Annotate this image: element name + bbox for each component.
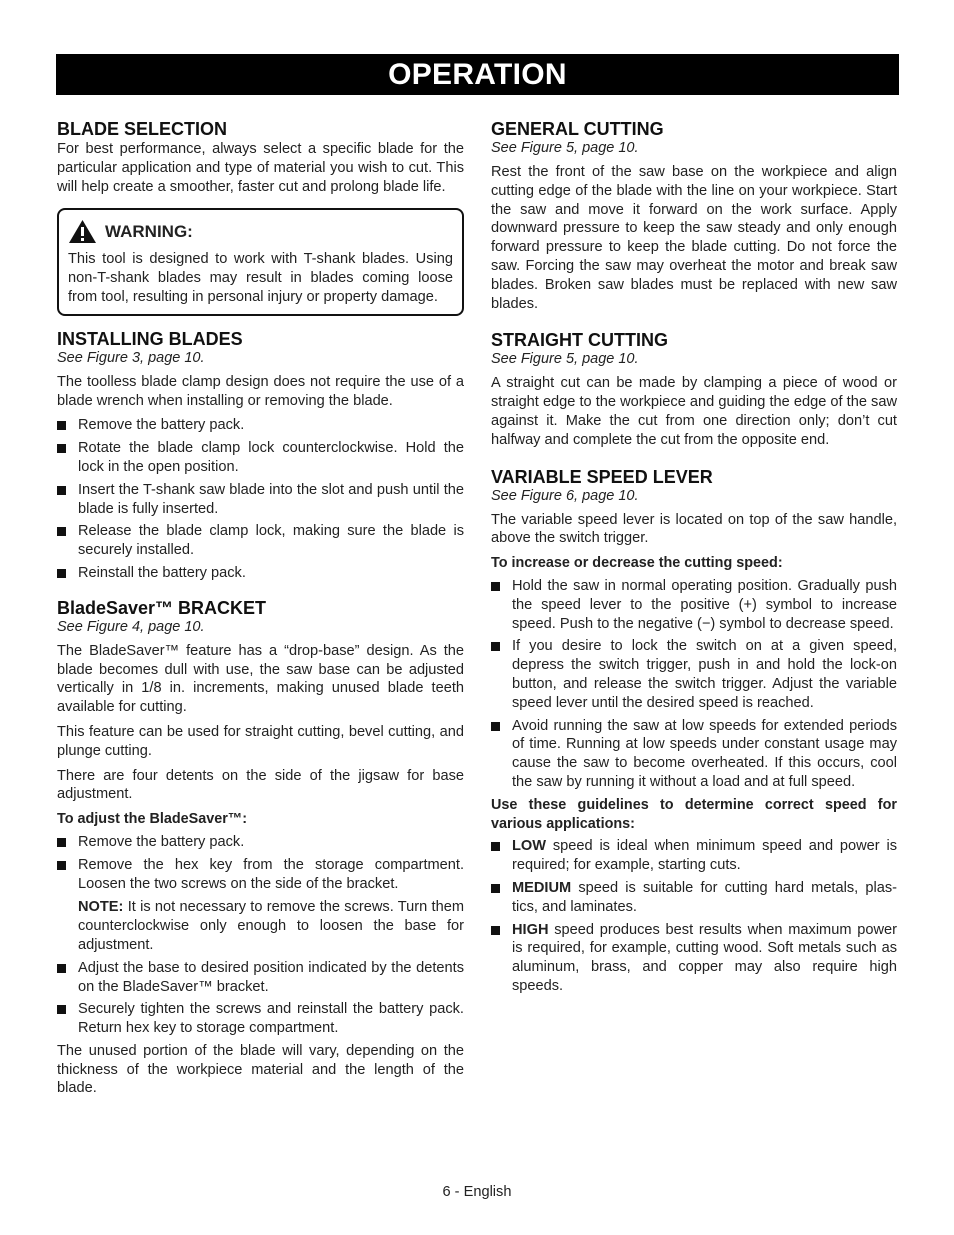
blade-selection-body: For best performance, always select a specific blade for the particular application and type of material you wish to cut. This will help create a smoother, faster cut and prolong blade life. (57, 141, 464, 195)
installing-figure-ref: See Figure 3, page 10. (57, 349, 205, 366)
list-item: Hold the saw in normal operating position. Gradually push the speed lever to the positive (+) symbol to increase speed. Push to the negative (−) symbol to decrease speed. (491, 577, 897, 633)
straight-cutting-heading: STRAIGHT CUTTING (491, 330, 668, 351)
bladesaver-body-2: This feature can be used for straight cutting, bevel cutting, and plunge cutting. (57, 723, 464, 759)
bullet-square-icon (491, 842, 500, 851)
blade-selection-section (57, 118, 464, 196)
bullet-square-icon (57, 527, 66, 536)
bladesaver-body-3: There are four detents on the side of the jigsaw for base adjustment. (57, 767, 464, 803)
warning-header (68, 219, 453, 244)
bladesaver-body-1: The BladeSaver™ feature has a “drop-base” design. As the blade becomes dull with use, the saw base can be adjusted vertically in 1/8 in. increments, making unused blade teeth available for cutting. (57, 642, 464, 716)
bladesaver-section (57, 597, 464, 1099)
installing-blades-section (57, 328, 464, 583)
bullet-square-icon (491, 722, 500, 731)
straight-figure-ref: See Figure 5, page 10. (491, 351, 639, 368)
bladesaver-steps-list (57, 833, 464, 1038)
bullet-square-icon (57, 964, 66, 973)
bladesaver-subheading: To adjust the BladeSaver™: (57, 811, 248, 828)
speed-guidelines-subheading: Use these guidelines to determine correct speed for various applications: (491, 796, 897, 832)
list-item: Adjust the base to desired position indicated by the detents on the BladeSaver™ bracket. (57, 959, 464, 997)
straight-cutting-section (491, 329, 897, 449)
right-column (491, 118, 897, 1000)
bladesaver-body-4: The unused portion of the blade will vary, depending on the thickness of the workpiece material and the length of the blade. (57, 1042, 464, 1097)
bladesaver-figure-ref: See Figure 4, page 10. (57, 618, 205, 635)
general-cutting-body: Rest the front of the saw base on the workpiece and align cutting edge of the blade with the line on your workpiece. Start the saw and move it forward on the work surface. Apply downward pressure to keep the saw steady and only enough forward pressure to keep the blade cutting. Do not force the saw. Forcing the saw may overheat the motor and break saw blades. Broken saw blades must be replaced with new saw blades. (491, 164, 897, 312)
list-item: Rotate the blade clamp lock counterclockwise. Hold the lock in the open position. (57, 439, 464, 477)
speed-adjust-subheading: To increase or decrease the cutting speed: (491, 555, 783, 572)
warning-body: This tool is designed to work with T-shank blades. Using non-T-shank blades may result in blades coming loose from tool, resulting in personal injury or property damage. (68, 251, 453, 305)
list-item: If you desire to lock the switch on at a given speed, depress the switch trigger, push in and hold the lock-on button, and release the switch trigger. Adjust the variable speed lever until the desired speed is reached. (491, 637, 897, 712)
bullet-square-icon (491, 884, 500, 893)
bullet-square-icon (57, 861, 66, 870)
bladesaver-heading: BladeSaver™ BRACKET (57, 597, 267, 618)
general-cutting-section (491, 118, 897, 313)
list-item: Remove the battery pack. (57, 416, 464, 435)
list-item: Avoid running the saw at low speeds for extended periods of time. Running at low speeds under constant usage may cause the saw to become overheated. If this occurs, cool the saw by running it without a load and at full speed. (491, 717, 897, 792)
list-item: LOW speed is ideal when minimum speed and power is required; for example, starting cuts. (491, 837, 897, 875)
installing-steps-list (57, 416, 464, 582)
bullet-square-icon (491, 642, 500, 651)
bullet-square-icon (491, 926, 500, 935)
variable-speed-section (491, 466, 897, 996)
variable-speed-heading: VARIABLE SPEED LEVER (491, 466, 713, 487)
list-item: Securely tighten the screws and reinstall the battery pack. Return hex key to storage compartment. (57, 1000, 464, 1038)
note-text: NOTE: It is not necessary to remove the screws. Turn them counterclockwise only enough to loosen the base for adjustment. (78, 899, 464, 953)
speed-levels-list (491, 837, 897, 995)
general-cutting-heading: GENERAL CUTTING (491, 119, 664, 139)
speed-steps-list (491, 577, 897, 792)
warning-title: WARNING: (105, 221, 193, 241)
bullet-square-icon (57, 569, 66, 578)
bullet-square-icon (491, 582, 500, 591)
bullet-square-icon (57, 1005, 66, 1014)
list-item: Reinstall the battery pack. (57, 564, 464, 583)
list-item: MEDIUM speed is suitable for cutting hard metals, plas-tics, and laminates. (491, 879, 897, 917)
warning-box (57, 208, 464, 315)
list-item: Remove the battery pack. (57, 833, 464, 852)
left-column (57, 118, 464, 1104)
bullet-square-icon (57, 444, 66, 453)
list-item: HIGH speed produces best results when maximum power is required, for example, cutting wood. Soft metals such as aluminum, brass, and copper may also require high speeds. (491, 921, 897, 996)
installing-blades-heading: INSTALLING BLADES (57, 328, 243, 349)
bullet-square-icon (57, 421, 66, 430)
page-footer: 6 - English (442, 1184, 512, 1200)
straight-cutting-body: A straight cut can be made by clamping a piece of wood or straight edge to the workpiece and guiding the edge of the saw against it. Make the cut from one direction only; don’t cut halfway and complete the cut from the opposite end. (491, 375, 897, 448)
bullet-square-icon (57, 486, 66, 495)
page-title-banner: OPERATION (56, 54, 899, 95)
list-item: Remove the hex key from the storage compartment. Loosen the two screws on the side of the bracket. NOTE: It is not necessary to remove the screws. Turn them counterclockwise only enough to loosen the base for adjustment. (57, 856, 464, 955)
bullet-square-icon (57, 838, 66, 847)
installing-body: The toolless blade clamp design does not require the use of a blade wrench when installing or removing the blade. (57, 373, 464, 409)
list-item: Release the blade clamp lock, making sure the blade is securely installed. (57, 522, 464, 560)
warning-triangle-icon (68, 219, 97, 244)
blade-selection-heading: BLADE SELECTION (57, 119, 228, 139)
general-figure-ref: See Figure 5, page 10. (491, 140, 639, 156)
variable-figure-ref: See Figure 6, page 10. (491, 487, 639, 504)
list-item: Insert the T-shank saw blade into the slot and push until the blade is fully inserted. (57, 481, 464, 519)
variable-speed-body: The variable speed lever is located on top of the saw handle, above the switch trigger. (491, 511, 897, 547)
